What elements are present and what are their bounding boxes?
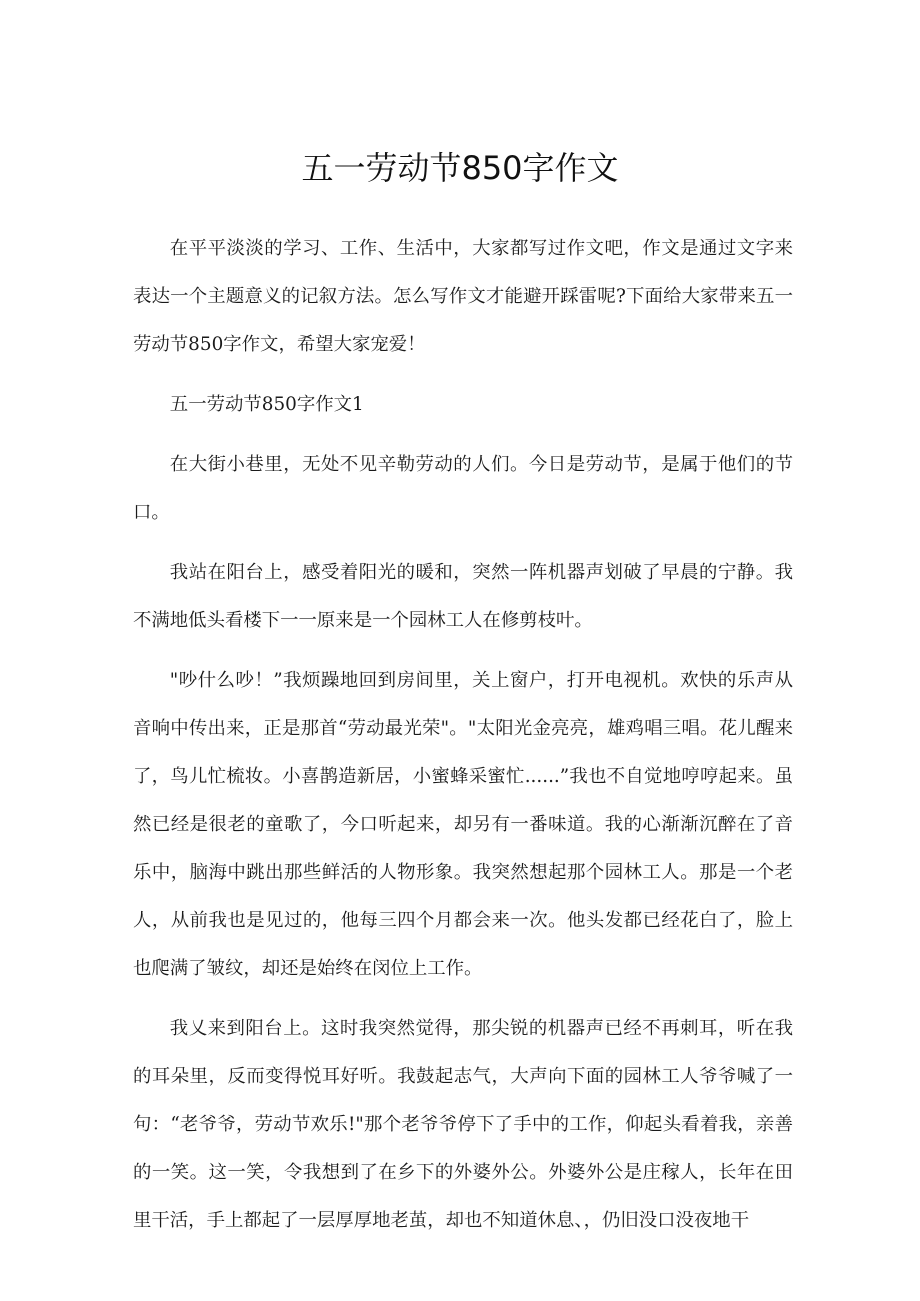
section-heading: 五一劳动节850字作文1 [169, 394, 364, 415]
intro-paragraph: 在平平淡淡的学习、工作、生活中，大家都写过作文吧，作文是通过文字来表达一个主题意义的记叙方法。怎么写作文才能避开踩雷呢?下面给大家带来五一劳动节850字作文，希望大家宠爱！ [133, 238, 793, 355]
document-body [133, 225, 793, 1257]
body-paragraph: 在大街小巷里，无处不见辛勒劳动的人们。今日是劳动节，是属于他们的节口。 [133, 454, 793, 523]
document-title: 五一劳动节850字作文 [301, 149, 619, 187]
body-paragraph: 我站在阳台上，感受着阳光的暖和，突然一阵机器声划破了早晨的宁静。我不满地低头看楼下一一原来是一个园林工人在修剪枝叶。 [133, 562, 793, 631]
body-paragraph: 我乂来到阳台上。这时我突然觉得，那尖锐的机器声已经不再刺耳，听在我的耳朵里，反而变得悦耳好听。我鼓起志气，大声向下面的园林工人爷爷喊了一句：“老爷爷，劳动节欢乐!"那个老爷爷停下了手中的工作，仰起头看着我，亲善的一笑。这一笑，令我想到了在乡下的外婆外公。外婆外公是庄稼人，长年在田里干活，手上都起了一层厚厚地老茧，却也不知道休息、，仍旧没口没夜地干 [133, 1018, 793, 1231]
body-paragraph: "吵什么吵！”我烦躁地回到房间里，关上窗户，打开电视机。欢快的乐声从音响中传出来，正是那首“劳动最光荣"。"太阳光金亮亮，雄鸡唱三唱。花儿醒来了，鸟儿忙梳妆。小喜鹊造新居，小蜜蜂采蜜忙......”我也不自觉地哼哼起来。虽然已经是很老的童歌了，今口听起来，却另有一番味道。我的心渐渐沉醉在了音乐中，脑海中跳出那些鲜活的人物形象。我突然想起那个园林工人。那是一个老人，从前我也是见过的，他每三四个月都会来一次。他头发都已经花白了，脸上也爬满了皱纹，却还是始终在闵位上工作。 [133, 670, 793, 979]
